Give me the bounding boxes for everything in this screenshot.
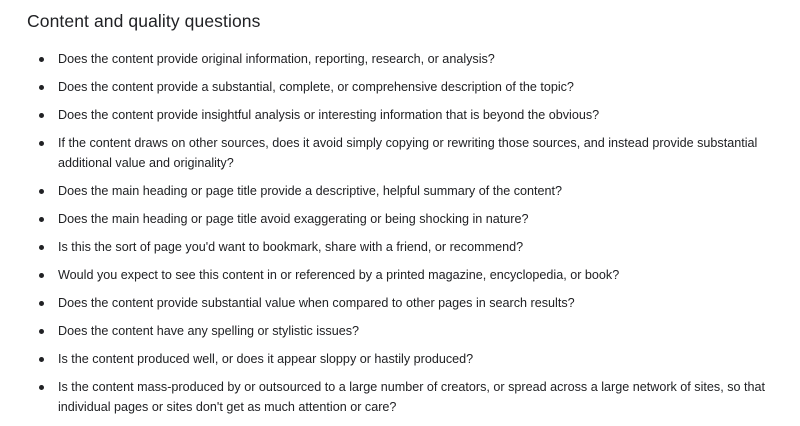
- bullet-icon: [39, 301, 44, 306]
- list-item: [27, 133, 792, 173]
- list-item-text: Does the content have any spelling or stylistic issues?: [58, 324, 360, 338]
- bullet-icon: [39, 85, 44, 90]
- list-item-text: If the content draws on other sources, does it avoid simply copying or rewriting those sources, and instead provide substantial additional value and originality?: [58, 136, 758, 170]
- list-item: [27, 293, 792, 313]
- list-item-text: Does the content provide insightful analysis or interesting information that is beyond the obvious?: [58, 108, 600, 122]
- question-list: [27, 49, 800, 417]
- section-heading: Content and quality questions: [27, 11, 261, 31]
- list-item: [27, 181, 792, 201]
- bullet-icon: [39, 141, 44, 146]
- bullet-icon: [39, 113, 44, 118]
- list-item: [27, 77, 792, 97]
- bullet-icon: [39, 385, 44, 390]
- list-item-text: Does the content provide a substantial, complete, or comprehensive description of the topic?: [58, 80, 574, 94]
- list-item-text: Is the content mass-produced by or outsourced to a large number of creators, or spread across a large network of sites, so that individual pages or sites don't get as much attention or care?: [58, 380, 766, 414]
- list-item: [27, 349, 792, 369]
- bullet-icon: [39, 329, 44, 334]
- list-item: [27, 237, 792, 257]
- bullet-icon: [39, 273, 44, 278]
- bullet-icon: [39, 217, 44, 222]
- list-item-text: Does the main heading or page title avoid exaggerating or being shocking in nature?: [58, 212, 529, 226]
- list-item-text: Does the content provide original information, reporting, research, or analysis?: [58, 52, 495, 66]
- list-item: [27, 321, 792, 341]
- bullet-icon: [39, 357, 44, 362]
- bullet-icon: [39, 245, 44, 250]
- list-item: [27, 105, 792, 125]
- bullet-icon: [39, 57, 44, 62]
- bullet-icon: [39, 189, 44, 194]
- list-item: [27, 377, 792, 417]
- list-item: [27, 209, 792, 229]
- list-item-text: Does the content provide substantial value when compared to other pages in search results?: [58, 296, 575, 310]
- list-item-text: Would you expect to see this content in or referenced by a printed magazine, encyclopedia, or book?: [58, 268, 620, 282]
- list-item-text: Does the main heading or page title provide a descriptive, helpful summary of the content?: [58, 184, 563, 198]
- list-item: [27, 49, 792, 69]
- list-item-text: Is the content produced well, or does it appear sloppy or hastily produced?: [58, 352, 474, 366]
- list-item: [27, 265, 792, 285]
- list-item-text: Is this the sort of page you'd want to bookmark, share with a friend, or recommend?: [58, 240, 524, 254]
